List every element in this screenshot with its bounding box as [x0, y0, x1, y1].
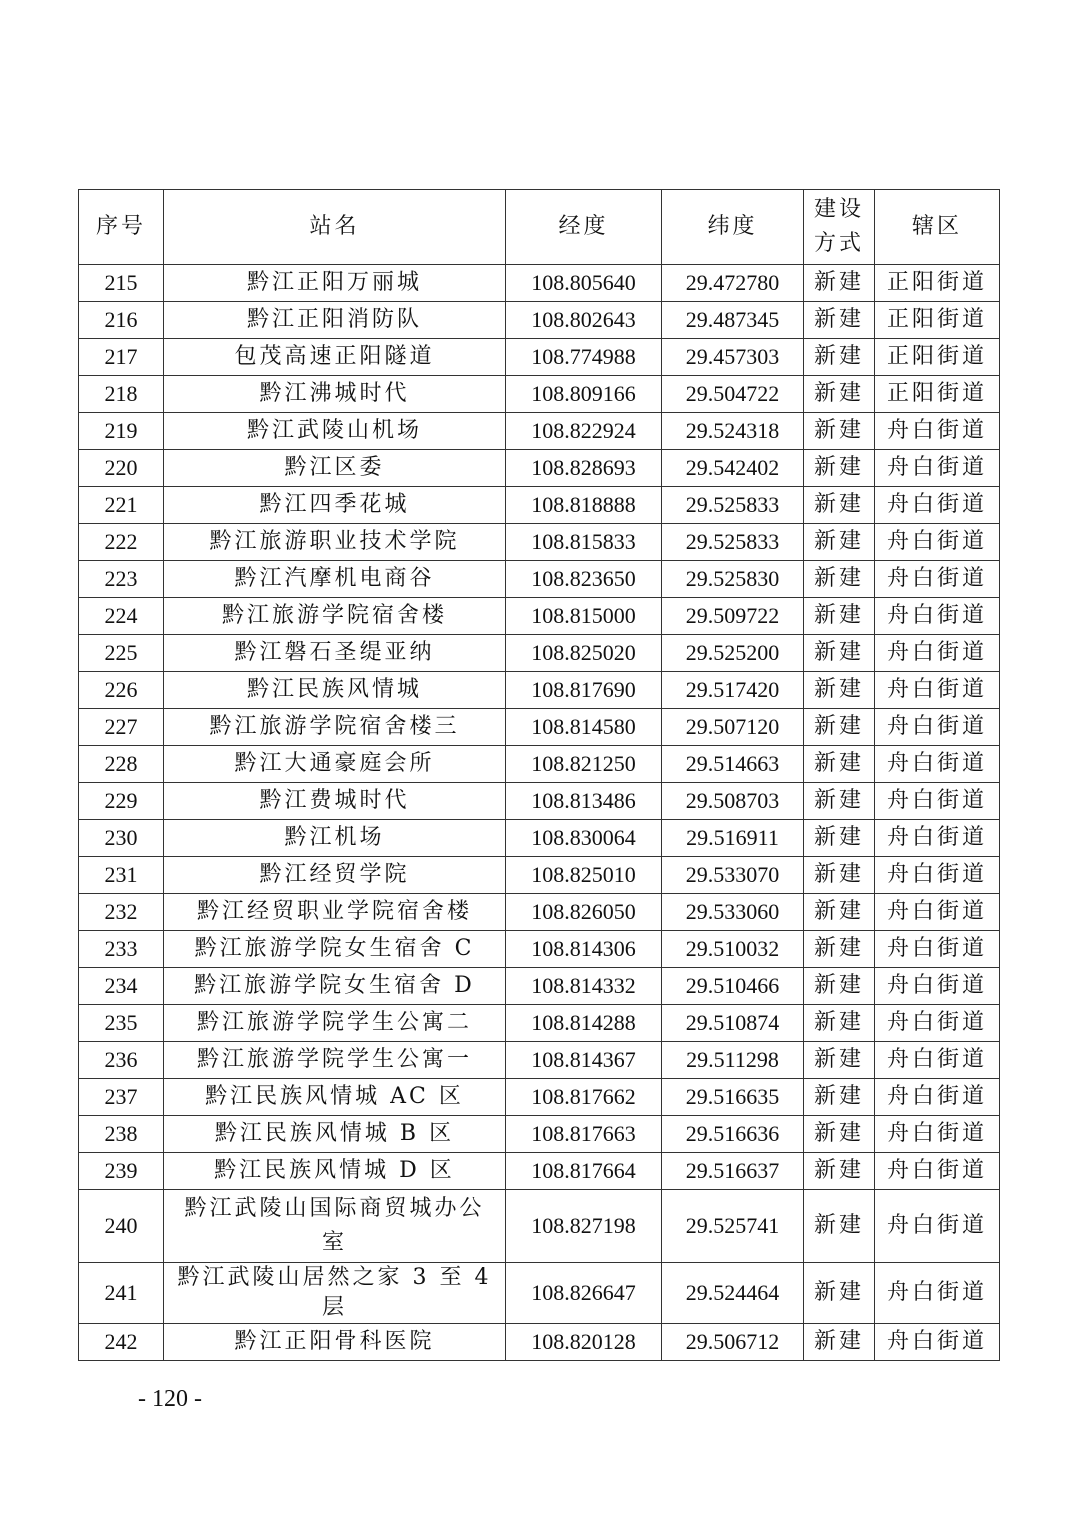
header-lng: 经度 [506, 190, 662, 265]
cell-seq: 237 [79, 1079, 164, 1116]
cell-method: 新建 [804, 635, 875, 672]
cell-name: 黔江磐石圣缇亚纳 [164, 635, 506, 672]
cell-district: 舟白街道 [875, 746, 1000, 783]
cell-lng: 108.820128 [506, 1324, 662, 1361]
cell-lat: 29.511298 [662, 1042, 804, 1079]
cell-district: 舟白街道 [875, 1153, 1000, 1190]
cell-lng: 108.818888 [506, 487, 662, 524]
cell-lat: 29.516636 [662, 1116, 804, 1153]
cell-lat: 29.516637 [662, 1153, 804, 1190]
cell-district: 舟白街道 [875, 783, 1000, 820]
cell-lng: 108.828693 [506, 450, 662, 487]
table-row [79, 1116, 1000, 1153]
cell-lng: 108.825020 [506, 635, 662, 672]
cell-seq: 231 [79, 857, 164, 894]
cell-district: 舟白街道 [875, 709, 1000, 746]
cell-seq: 227 [79, 709, 164, 746]
cell-district: 正阳街道 [875, 339, 1000, 376]
cell-lat: 29.508703 [662, 783, 804, 820]
cell-lat: 29.510466 [662, 968, 804, 1005]
cell-district: 舟白街道 [875, 820, 1000, 857]
cell-lng: 108.815833 [506, 524, 662, 561]
cell-district: 舟白街道 [875, 1116, 1000, 1153]
cell-district: 舟白街道 [875, 635, 1000, 672]
cell-seq: 233 [79, 931, 164, 968]
cell-seq: 230 [79, 820, 164, 857]
cell-lat: 29.525833 [662, 487, 804, 524]
header-name: 站名 [164, 190, 506, 265]
cell-method: 新建 [804, 1263, 875, 1324]
cell-name: 黔江民族风情城 AC 区 [164, 1079, 506, 1116]
cell-method: 新建 [804, 931, 875, 968]
cell-method: 新建 [804, 265, 875, 302]
cell-lat: 29.510874 [662, 1005, 804, 1042]
cell-method: 新建 [804, 968, 875, 1005]
cell-lng: 108.817663 [506, 1116, 662, 1153]
table-row [79, 1324, 1000, 1361]
cell-lng: 108.817690 [506, 672, 662, 709]
cell-seq: 241 [79, 1263, 164, 1324]
cell-method: 新建 [804, 339, 875, 376]
cell-lat: 29.516911 [662, 820, 804, 857]
cell-district: 舟白街道 [875, 1324, 1000, 1361]
cell-name: 黔江正阳骨科医院 [164, 1324, 506, 1361]
cell-seq: 228 [79, 746, 164, 783]
cell-method: 新建 [804, 487, 875, 524]
cell-lng: 108.809166 [506, 376, 662, 413]
cell-name: 黔江经贸职业学院宿舍楼 [164, 894, 506, 931]
table-row [79, 524, 1000, 561]
table-row [79, 1263, 1000, 1324]
cell-seq: 219 [79, 413, 164, 450]
cell-method: 新建 [804, 561, 875, 598]
cell-district: 舟白街道 [875, 1042, 1000, 1079]
cell-method: 新建 [804, 820, 875, 857]
header-seq: 序号 [79, 190, 164, 265]
cell-lat: 29.504722 [662, 376, 804, 413]
header-method-line2: 方式 [813, 231, 864, 256]
table-row [79, 1079, 1000, 1116]
cell-method: 新建 [804, 413, 875, 450]
cell-district: 舟白街道 [875, 894, 1000, 931]
cell-name: 黔江旅游职业技术学院 [164, 524, 506, 561]
cell-seq: 238 [79, 1116, 164, 1153]
table-row [79, 487, 1000, 524]
cell-seq: 242 [79, 1324, 164, 1361]
cell-district: 舟白街道 [875, 857, 1000, 894]
cell-district: 舟白街道 [875, 561, 1000, 598]
cell-seq: 222 [79, 524, 164, 561]
cell-district: 舟白街道 [875, 1190, 1000, 1263]
cell-name: 黔江经贸学院 [164, 857, 506, 894]
cell-district: 舟白街道 [875, 524, 1000, 561]
cell-district: 舟白街道 [875, 1079, 1000, 1116]
cell-method: 新建 [804, 450, 875, 487]
cell-lat: 29.525741 [662, 1190, 804, 1263]
cell-seq: 217 [79, 339, 164, 376]
table-row [79, 746, 1000, 783]
table-row [79, 783, 1000, 820]
header-district: 辖区 [875, 190, 1000, 265]
cell-lat: 29.457303 [662, 339, 804, 376]
cell-name: 黔江旅游学院女生宿舍 D [164, 968, 506, 1005]
cell-lat: 29.514663 [662, 746, 804, 783]
cell-name: 黔江武陵山居然之家 3 至 4 层 [164, 1263, 506, 1324]
header-row [79, 190, 1000, 265]
cell-district: 舟白街道 [875, 598, 1000, 635]
cell-lng: 108.802643 [506, 302, 662, 339]
cell-lng: 108.814580 [506, 709, 662, 746]
cell-name: 黔江大通豪庭会所 [164, 746, 506, 783]
cell-method: 新建 [804, 672, 875, 709]
cell-district: 舟白街道 [875, 450, 1000, 487]
cell-lng: 108.813486 [506, 783, 662, 820]
cell-name [164, 1190, 506, 1263]
cell-name: 黔江旅游学院宿舍楼 [164, 598, 506, 635]
cell-name: 黔江民族风情城 [164, 672, 506, 709]
cell-name: 黔江旅游学院学生公寓一 [164, 1042, 506, 1079]
cell-name: 黔江机场 [164, 820, 506, 857]
cell-name: 黔江旅游学院宿舍楼三 [164, 709, 506, 746]
cell-method: 新建 [804, 1190, 875, 1263]
cell-seq: 224 [79, 598, 164, 635]
cell-seq: 236 [79, 1042, 164, 1079]
header-method [804, 190, 875, 265]
table-row [79, 672, 1000, 709]
cell-seq: 218 [79, 376, 164, 413]
cell-method: 新建 [804, 302, 875, 339]
cell-lng: 108.825010 [506, 857, 662, 894]
cell-method: 新建 [804, 1116, 875, 1153]
cell-seq: 229 [79, 783, 164, 820]
table-row [79, 635, 1000, 672]
table-row [79, 1190, 1000, 1263]
cell-seq: 226 [79, 672, 164, 709]
cell-name: 包茂高速正阳隧道 [164, 339, 506, 376]
cell-name: 黔江民族风情城 D 区 [164, 1153, 506, 1190]
cell-lng: 108.814367 [506, 1042, 662, 1079]
cell-seq: 223 [79, 561, 164, 598]
table-row [79, 931, 1000, 968]
cell-lng: 108.805640 [506, 265, 662, 302]
cell-name: 黔江汽摩机电商谷 [164, 561, 506, 598]
table-row [79, 561, 1000, 598]
cell-name: 黔江沸城时代 [164, 376, 506, 413]
cell-lat: 29.472780 [662, 265, 804, 302]
cell-method: 新建 [804, 783, 875, 820]
cell-method: 新建 [804, 709, 875, 746]
cell-lng: 108.830064 [506, 820, 662, 857]
station-table [78, 189, 1000, 1361]
cell-lat: 29.525830 [662, 561, 804, 598]
cell-district: 舟白街道 [875, 968, 1000, 1005]
cell-lat: 29.516635 [662, 1079, 804, 1116]
cell-method: 新建 [804, 857, 875, 894]
cell-method: 新建 [804, 376, 875, 413]
cell-seq: 221 [79, 487, 164, 524]
cell-method: 新建 [804, 1005, 875, 1042]
cell-name: 黔江正阳消防队 [164, 302, 506, 339]
cell-seq: 234 [79, 968, 164, 1005]
cell-lat: 29.524464 [662, 1263, 804, 1324]
cell-district: 舟白街道 [875, 931, 1000, 968]
cell-lng: 108.814288 [506, 1005, 662, 1042]
cell-lng: 108.817664 [506, 1153, 662, 1190]
cell-seq: 239 [79, 1153, 164, 1190]
cell-method: 新建 [804, 746, 875, 783]
table-row [79, 709, 1000, 746]
cell-method: 新建 [804, 1153, 875, 1190]
cell-lat: 29.506712 [662, 1324, 804, 1361]
cell-lat: 29.517420 [662, 672, 804, 709]
cell-district: 正阳街道 [875, 265, 1000, 302]
cell-lat: 29.525200 [662, 635, 804, 672]
cell-lng: 108.822924 [506, 413, 662, 450]
cell-name: 黔江民族风情城 B 区 [164, 1116, 506, 1153]
cell-name: 黔江武陵山机场 [164, 413, 506, 450]
header-lat: 纬度 [662, 190, 804, 265]
cell-name: 黔江正阳万丽城 [164, 265, 506, 302]
cell-method: 新建 [804, 894, 875, 931]
cell-lat: 29.525833 [662, 524, 804, 561]
table-row [79, 339, 1000, 376]
cell-district: 舟白街道 [875, 1005, 1000, 1042]
cell-lng: 108.815000 [506, 598, 662, 635]
cell-lat: 29.542402 [662, 450, 804, 487]
cell-lng: 108.774988 [506, 339, 662, 376]
table-row [79, 376, 1000, 413]
cell-lng: 108.814332 [506, 968, 662, 1005]
cell-method: 新建 [804, 598, 875, 635]
cell-name: 黔江旅游学院学生公寓二 [164, 1005, 506, 1042]
cell-district: 舟白街道 [875, 487, 1000, 524]
cell-district: 舟白街道 [875, 672, 1000, 709]
table-row [79, 968, 1000, 1005]
cell-name-line2: 室 [321, 1230, 347, 1255]
cell-lng: 108.817662 [506, 1079, 662, 1116]
cell-seq: 235 [79, 1005, 164, 1042]
cell-name: 黔江区委 [164, 450, 506, 487]
table-row [79, 413, 1000, 450]
cell-lng: 108.827198 [506, 1190, 662, 1263]
cell-seq: 220 [79, 450, 164, 487]
cell-name-line1: 黔江武陵山国际商贸城办公 [184, 1196, 485, 1221]
table-row [79, 450, 1000, 487]
cell-method: 新建 [804, 1079, 875, 1116]
cell-seq: 216 [79, 302, 164, 339]
header-method-line1: 建设 [813, 197, 864, 222]
cell-district: 舟白街道 [875, 413, 1000, 450]
cell-seq: 215 [79, 265, 164, 302]
table-header [79, 190, 1000, 265]
cell-district: 正阳街道 [875, 376, 1000, 413]
cell-method: 新建 [804, 1324, 875, 1361]
table-body [79, 265, 1000, 1361]
page-number: - 120 - [138, 1386, 202, 1412]
table-row [79, 857, 1000, 894]
cell-district: 正阳街道 [875, 302, 1000, 339]
cell-method: 新建 [804, 1042, 875, 1079]
table-row [79, 1042, 1000, 1079]
cell-seq: 232 [79, 894, 164, 931]
cell-lat: 29.487345 [662, 302, 804, 339]
table-row [79, 1153, 1000, 1190]
cell-name: 黔江四季花城 [164, 487, 506, 524]
cell-lng: 108.826647 [506, 1263, 662, 1324]
table-row [79, 302, 1000, 339]
cell-lng: 108.823650 [506, 561, 662, 598]
cell-seq: 240 [79, 1190, 164, 1263]
cell-lng: 108.826050 [506, 894, 662, 931]
table-row [79, 265, 1000, 302]
cell-lat: 29.509722 [662, 598, 804, 635]
cell-name: 黔江旅游学院女生宿舍 C [164, 931, 506, 968]
cell-lat: 29.507120 [662, 709, 804, 746]
cell-seq: 225 [79, 635, 164, 672]
cell-district: 舟白街道 [875, 1263, 1000, 1324]
cell-lat: 29.533060 [662, 894, 804, 931]
cell-method: 新建 [804, 524, 875, 561]
cell-name: 黔江费城时代 [164, 783, 506, 820]
table-row [79, 598, 1000, 635]
table-row [79, 820, 1000, 857]
cell-lng: 108.821250 [506, 746, 662, 783]
cell-lat: 29.510032 [662, 931, 804, 968]
cell-lat: 29.524318 [662, 413, 804, 450]
cell-lat: 29.533070 [662, 857, 804, 894]
table-row [79, 894, 1000, 931]
table-row [79, 1005, 1000, 1042]
cell-lng: 108.814306 [506, 931, 662, 968]
